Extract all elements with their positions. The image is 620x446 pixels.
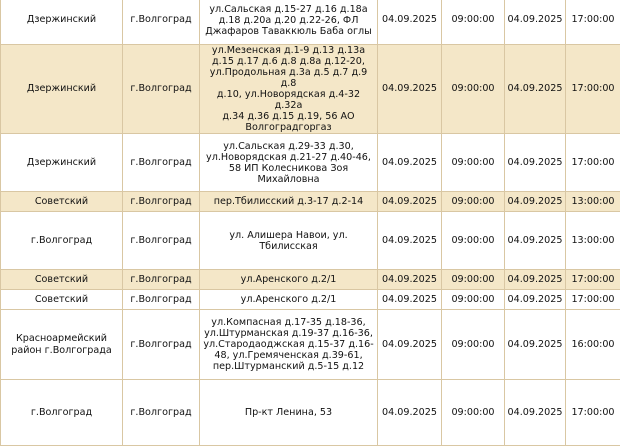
start-time-cell: 09:00:00 bbox=[442, 192, 505, 212]
end-time-cell: 17:00:00 bbox=[566, 134, 620, 192]
end-time-cell: 17:00:00 bbox=[566, 0, 620, 45]
end-time-cell: 17:00:00 bbox=[566, 290, 620, 310]
end-time-cell: 17:00:00 bbox=[566, 45, 620, 134]
district-cell: г.Волгоград bbox=[1, 380, 123, 446]
address-line: Тбилисская bbox=[202, 241, 375, 252]
table-row bbox=[1, 0, 620, 45]
city-cell: г.Волгоград bbox=[123, 270, 200, 290]
table-row bbox=[1, 380, 620, 446]
address-cell bbox=[200, 310, 378, 380]
end-time-cell: 17:00:00 bbox=[566, 380, 620, 446]
end-date-cell: 04.09.2025 bbox=[505, 380, 566, 446]
start-date-cell: 04.09.2025 bbox=[378, 290, 442, 310]
start-date-cell: 04.09.2025 bbox=[378, 310, 442, 380]
address-line: Пр-кт Ленина, 53 bbox=[202, 407, 375, 418]
address-line: Волгоградгоргаз bbox=[202, 122, 375, 133]
address-line: Джафаров Таваккюль Баба оглы bbox=[202, 26, 375, 37]
address-line: д.18 д.20а д.20 д.22-26, ФЛ bbox=[202, 15, 375, 26]
address-line: д.34 д.36 д.15 д.19, 56 АО bbox=[202, 111, 375, 122]
end-time-cell: 17:00:00 bbox=[566, 270, 620, 290]
address-line: ул.Аренского д.2/1 bbox=[202, 274, 375, 285]
district-cell: г.Волгоград bbox=[1, 212, 123, 270]
address-cell bbox=[200, 134, 378, 192]
table-row bbox=[1, 45, 620, 134]
city-cell: г.Волгоград bbox=[123, 134, 200, 192]
address-line: д.15 д.17 д.6 д.8 д.8а д.12-20, bbox=[202, 56, 375, 67]
end-date-cell: 04.09.2025 bbox=[505, 212, 566, 270]
district-cell: Советский bbox=[1, 290, 123, 310]
address-line: ул.Новорядская д.21-27 д.40-46, bbox=[202, 152, 375, 163]
address-line: ул.Компасная д.17-35 д.18-36, bbox=[202, 317, 375, 328]
end-date-cell: 04.09.2025 bbox=[505, 45, 566, 134]
start-date-cell: 04.09.2025 bbox=[378, 0, 442, 45]
address-cell bbox=[200, 192, 378, 212]
city-cell: г.Волгоград bbox=[123, 192, 200, 212]
end-date-cell: 04.09.2025 bbox=[505, 134, 566, 192]
start-date-cell: 04.09.2025 bbox=[378, 212, 442, 270]
address-line: пер.Тбилисский д.3-17 д.2-14 bbox=[202, 196, 375, 207]
district-cell: Советский bbox=[1, 270, 123, 290]
district-cell: Советский bbox=[1, 192, 123, 212]
address-cell bbox=[200, 212, 378, 270]
city-cell: г.Волгоград bbox=[123, 45, 200, 134]
start-time-cell: 09:00:00 bbox=[442, 212, 505, 270]
address-line: пер.Штурманский д.5-15 д.12 bbox=[202, 361, 375, 372]
start-date-cell: 04.09.2025 bbox=[378, 134, 442, 192]
district-cell: Красноармейский район г.Волгограда bbox=[1, 310, 123, 380]
end-date-cell: 04.09.2025 bbox=[505, 270, 566, 290]
start-time-cell: 09:00:00 bbox=[442, 45, 505, 134]
address-cell bbox=[200, 0, 378, 45]
table-row bbox=[1, 192, 620, 212]
start-date-cell: 04.09.2025 bbox=[378, 45, 442, 134]
end-time-cell: 13:00:00 bbox=[566, 212, 620, 270]
start-time-cell: 09:00:00 bbox=[442, 270, 505, 290]
district-cell: Дзержинский bbox=[1, 45, 123, 134]
end-date-cell: 04.09.2025 bbox=[505, 310, 566, 380]
address-line: ул.Штурманская д.19-37 д.16-36, bbox=[202, 328, 375, 339]
city-cell: г.Волгоград bbox=[123, 290, 200, 310]
city-cell: г.Волгоград bbox=[123, 0, 200, 45]
end-time-cell: 16:00:00 bbox=[566, 310, 620, 380]
start-time-cell: 09:00:00 bbox=[442, 134, 505, 192]
address-line: ул.Сальская д.29-33 д.30, bbox=[202, 141, 375, 152]
address-cell bbox=[200, 290, 378, 310]
end-date-cell: 04.09.2025 bbox=[505, 290, 566, 310]
address-line: ул. Алишера Навои, ул. bbox=[202, 230, 375, 241]
address-cell bbox=[200, 270, 378, 290]
address-line: д.10, ул.Новорядская д.4-32 д.32а bbox=[202, 89, 375, 111]
address-cell bbox=[200, 45, 378, 134]
address-line: Михайловна bbox=[202, 174, 375, 185]
city-cell: г.Волгоград bbox=[123, 310, 200, 380]
city-cell: г.Волгоград bbox=[123, 380, 200, 446]
start-time-cell: 09:00:00 bbox=[442, 290, 505, 310]
start-date-cell: 04.09.2025 bbox=[378, 380, 442, 446]
city-cell: г.Волгоград bbox=[123, 212, 200, 270]
table-row bbox=[1, 310, 620, 380]
start-date-cell: 04.09.2025 bbox=[378, 192, 442, 212]
start-time-cell: 09:00:00 bbox=[442, 0, 505, 45]
address-cell bbox=[200, 380, 378, 446]
table-row bbox=[1, 290, 620, 310]
start-date-cell: 04.09.2025 bbox=[378, 270, 442, 290]
address-line: 58 ИП Колесникова Зоя bbox=[202, 163, 375, 174]
end-time-cell: 13:00:00 bbox=[566, 192, 620, 212]
address-line: ул.Сальская д.15-27 д.16 д.18а bbox=[202, 4, 375, 15]
table-row bbox=[1, 212, 620, 270]
end-date-cell: 04.09.2025 bbox=[505, 0, 566, 45]
end-date-cell: 04.09.2025 bbox=[505, 192, 566, 212]
address-line: ул.Аренского д.2/1 bbox=[202, 294, 375, 305]
address-line: ул.Мезенская д.1-9 д.13 д.13а bbox=[202, 45, 375, 56]
start-time-cell: 09:00:00 bbox=[442, 380, 505, 446]
table-row bbox=[1, 134, 620, 192]
table-row bbox=[1, 270, 620, 290]
district-cell: Дзержинский bbox=[1, 134, 123, 192]
address-line: 48, ул.Гремяченская д.39-61, bbox=[202, 350, 375, 361]
start-time-cell: 09:00:00 bbox=[442, 310, 505, 380]
district-cell: Дзержинский bbox=[1, 0, 123, 45]
address-line: ул.Продольная д.3а д.5 д.7 д.9 д.8 bbox=[202, 67, 375, 89]
address-line: ул.Стародаоджская д.15-37 д.16- bbox=[202, 339, 375, 350]
